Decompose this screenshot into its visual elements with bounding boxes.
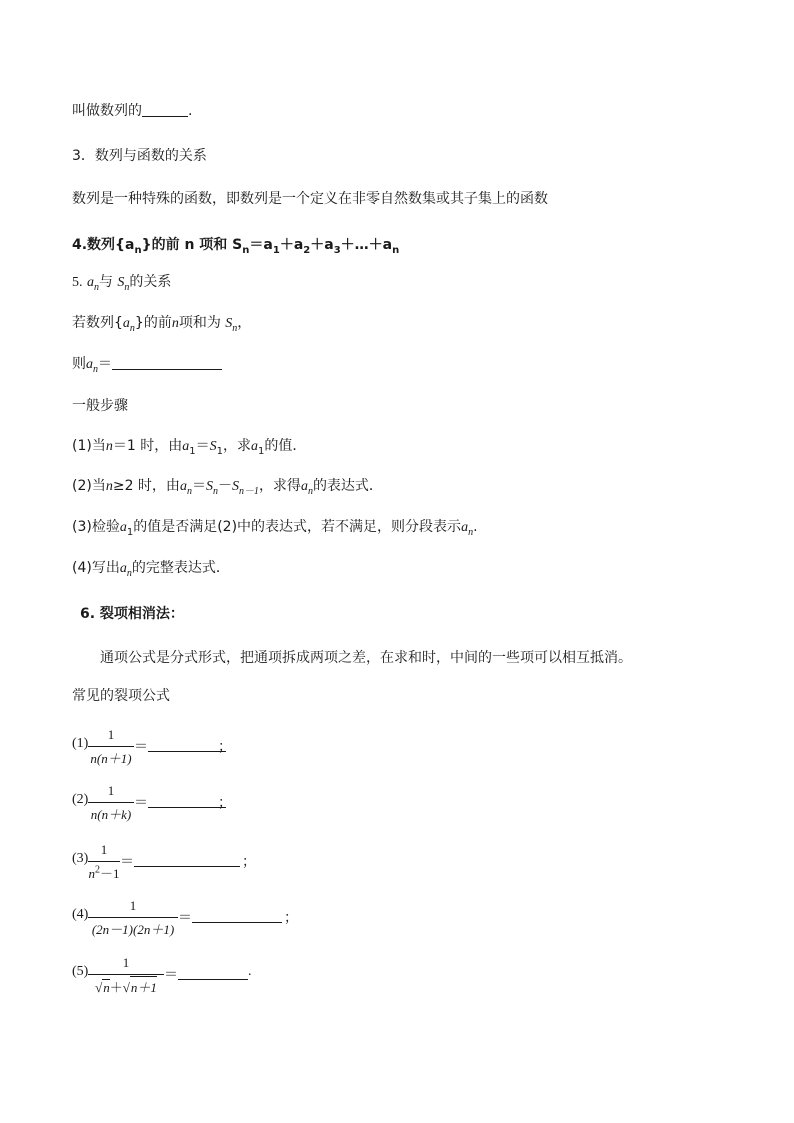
- den-rest: －1: [99, 866, 120, 881]
- section-3-description: 数列是一种特殊的函数，即数列是一个定义在非零自然数集或其子集上的函数: [72, 191, 548, 207]
- section-title: 数列与函数的关系: [94, 148, 207, 164]
- step-3: [72, 517, 478, 538]
- equals-sign: ＝: [120, 855, 134, 870]
- st1-a2: a: [250, 439, 258, 454]
- equals-sign: ＝: [164, 968, 178, 983]
- st2-c1: ≥2 时，由: [112, 478, 180, 494]
- l2-end: ，: [237, 315, 252, 331]
- st1-c2: ＝: [195, 438, 210, 454]
- den-sup: 2: [94, 864, 100, 876]
- st1-c4: 的值．: [264, 438, 307, 454]
- formula-label: (2): [72, 792, 89, 807]
- section-5-heading: [72, 272, 171, 293]
- semicolon: ；: [284, 911, 298, 926]
- s4-sub3: 3: [333, 244, 341, 256]
- step-4: [72, 558, 230, 579]
- s4-a2: a: [293, 237, 304, 253]
- s4-dots: ＋…＋: [340, 237, 383, 253]
- fraction-bar: [88, 861, 120, 862]
- l2-mid: }的前: [134, 315, 172, 331]
- formula-label: (4): [72, 907, 89, 922]
- s4-an: a: [382, 237, 393, 253]
- s4-sub2: 2: [303, 244, 311, 256]
- fraction-denominator: n(n＋1): [90, 751, 132, 766]
- section-number: 5.: [72, 275, 83, 290]
- st2-S-sub: n: [212, 485, 218, 497]
- fraction-numerator: 1: [107, 783, 115, 798]
- st2-a2-sub: n: [307, 485, 313, 497]
- st1-S: S: [209, 439, 217, 454]
- s5-a: a: [86, 275, 94, 290]
- fraction-denominator: √n＋√n＋1: [88, 976, 164, 996]
- s4-a3: a: [324, 237, 334, 253]
- st3-pre: (3)检验: [72, 519, 120, 535]
- section-5-line3: [72, 354, 222, 375]
- formula-label: (5): [72, 964, 89, 979]
- st3-a-sub: 1: [126, 526, 134, 538]
- st1-a2-sub: 1: [257, 445, 265, 457]
- formula-2: [72, 783, 242, 827]
- l2-a: a: [122, 316, 130, 331]
- fraction-denominator: n(n＋k): [90, 807, 132, 822]
- st4-a-sub: n: [126, 567, 132, 579]
- fraction-bar: [88, 802, 134, 803]
- section-number: 3．: [72, 148, 95, 164]
- s4-prefix: 4.数列{: [72, 237, 126, 253]
- s4-sub-n: n: [134, 244, 142, 256]
- s4-subn-last: n: [392, 244, 400, 256]
- l3-a-sub: n: [93, 363, 98, 375]
- st2-a2: a: [300, 479, 308, 494]
- st2-c5: 的表达式．: [312, 478, 383, 494]
- formula-3: [72, 842, 256, 886]
- l2-mid2: 项和为: [178, 315, 221, 331]
- st3-end: .: [473, 519, 478, 535]
- s4-eq: ＝: [249, 237, 264, 253]
- l2-n: n: [171, 316, 179, 331]
- step-2: [72, 476, 383, 497]
- l3-pre: 则: [72, 356, 86, 372]
- equals-sign: ＝: [134, 796, 148, 811]
- answer-blank[interactable]: [112, 355, 222, 370]
- fraction-numerator: 1: [122, 955, 130, 970]
- st2-n: n: [105, 479, 113, 494]
- fraction-bar: [88, 974, 164, 975]
- section-4-line: [72, 235, 399, 255]
- l3-a: a: [86, 357, 93, 372]
- definition-line: [72, 101, 192, 121]
- l2-pre: 若数列{: [72, 315, 123, 331]
- l2-S: S: [225, 316, 233, 331]
- st2-S2: S: [231, 479, 239, 494]
- l2-a-sub: n: [129, 322, 135, 334]
- formula-1: [72, 727, 242, 771]
- st1-n: n: [105, 439, 113, 454]
- st2-pre: (2)当: [72, 478, 106, 494]
- st2-a-sub: n: [186, 485, 192, 497]
- answer-blank[interactable]: [178, 965, 248, 980]
- st1-sub1: 1: [189, 445, 196, 457]
- s4-sub1: 1: [272, 244, 280, 256]
- fraction-denominator: [88, 863, 120, 882]
- l3-eq: ＝: [98, 356, 112, 372]
- s5-S: S: [117, 275, 125, 290]
- s4-plus2: ＋: [310, 237, 325, 253]
- common-formulas-title: 常见的裂项公式: [72, 688, 170, 704]
- steps-title: 一般步骤: [72, 398, 128, 414]
- fraction-numerator: 1: [100, 842, 108, 857]
- s5-mid: 与: [98, 274, 113, 290]
- st2-c4: ，求得: [258, 478, 301, 494]
- equals-sign: ＝: [134, 740, 148, 755]
- section-3-heading: [72, 146, 207, 166]
- s5-a-sub: n: [93, 281, 99, 293]
- s4-S: S: [232, 237, 243, 253]
- sqrt-n: n: [103, 980, 110, 995]
- st2-c3: －: [217, 478, 232, 494]
- den-base: n: [88, 866, 95, 881]
- st3-c1: 的值是否满足(2)中的表达式，若不满足，则分段表示: [133, 519, 462, 535]
- st4-pre: (4)写出: [72, 560, 120, 576]
- s4-mid2: 项和: [199, 237, 228, 253]
- s5-end: 的关系: [129, 274, 172, 290]
- period: .: [248, 964, 252, 979]
- formula-label: (3): [72, 851, 89, 866]
- s4-n: n: [184, 237, 195, 253]
- section-5-line2: [72, 313, 251, 334]
- fraction-denominator: (2n－1)(2n＋1): [91, 922, 175, 937]
- period: .: [188, 103, 193, 119]
- semicolon: ；: [218, 796, 232, 811]
- fraction-bar: [88, 917, 178, 918]
- answer-blank[interactable]: [142, 102, 188, 117]
- step-1: [72, 436, 306, 457]
- st1-c3: ，求: [222, 438, 251, 454]
- st1-S-sub: 1: [216, 445, 223, 457]
- st1-c1: ＝1 时，由: [112, 438, 183, 454]
- fraction-numerator: 1: [129, 898, 137, 913]
- l2-S-sub: n: [232, 322, 238, 334]
- st3-a2: a: [461, 520, 469, 535]
- semicolon: ；: [218, 740, 232, 755]
- st4-c1: 的完整表达式．: [131, 560, 230, 576]
- s5-S-sub: n: [124, 281, 130, 293]
- st1-pre: (1)当: [72, 438, 106, 454]
- fraction-bar: [88, 746, 134, 747]
- section-6-heading: 6. 裂项相消法：: [80, 606, 184, 622]
- s4-S-sub: n: [242, 244, 250, 256]
- st3-a2-sub: n: [468, 526, 474, 538]
- s4-a: a: [125, 237, 135, 253]
- equals-sign: ＝: [178, 911, 192, 926]
- st1-a: a: [182, 439, 190, 454]
- st2-S: S: [205, 479, 213, 494]
- answer-blank[interactable]: [148, 737, 226, 752]
- definition-text: 叫做数列的: [72, 103, 142, 119]
- answer-blank[interactable]: [192, 908, 282, 923]
- den-plus: ＋: [109, 980, 123, 995]
- st2-a: a: [179, 479, 187, 494]
- formula-5: [72, 955, 262, 999]
- sqrt-n-plus-1: n＋1: [130, 976, 157, 996]
- answer-blank[interactable]: [134, 852, 240, 867]
- s4-mid: }的前: [141, 237, 180, 253]
- st4-a: a: [119, 561, 127, 576]
- st3-a: a: [119, 520, 127, 535]
- semicolon: ；: [242, 855, 256, 870]
- st2-S2-sub: n－1: [238, 485, 259, 497]
- s4-a1: a: [263, 237, 273, 253]
- st2-c2: ＝: [191, 478, 206, 494]
- fraction-numerator: 1: [107, 727, 115, 742]
- s4-plus1: ＋: [279, 237, 294, 253]
- formula-4: [72, 898, 296, 942]
- section-6-description: 通项公式是分式形式，把通项拆成两项之差，在求和时，中间的一些项可以相互抵消。: [100, 650, 632, 666]
- formula-label: (1): [72, 736, 89, 751]
- answer-blank[interactable]: [148, 793, 226, 808]
